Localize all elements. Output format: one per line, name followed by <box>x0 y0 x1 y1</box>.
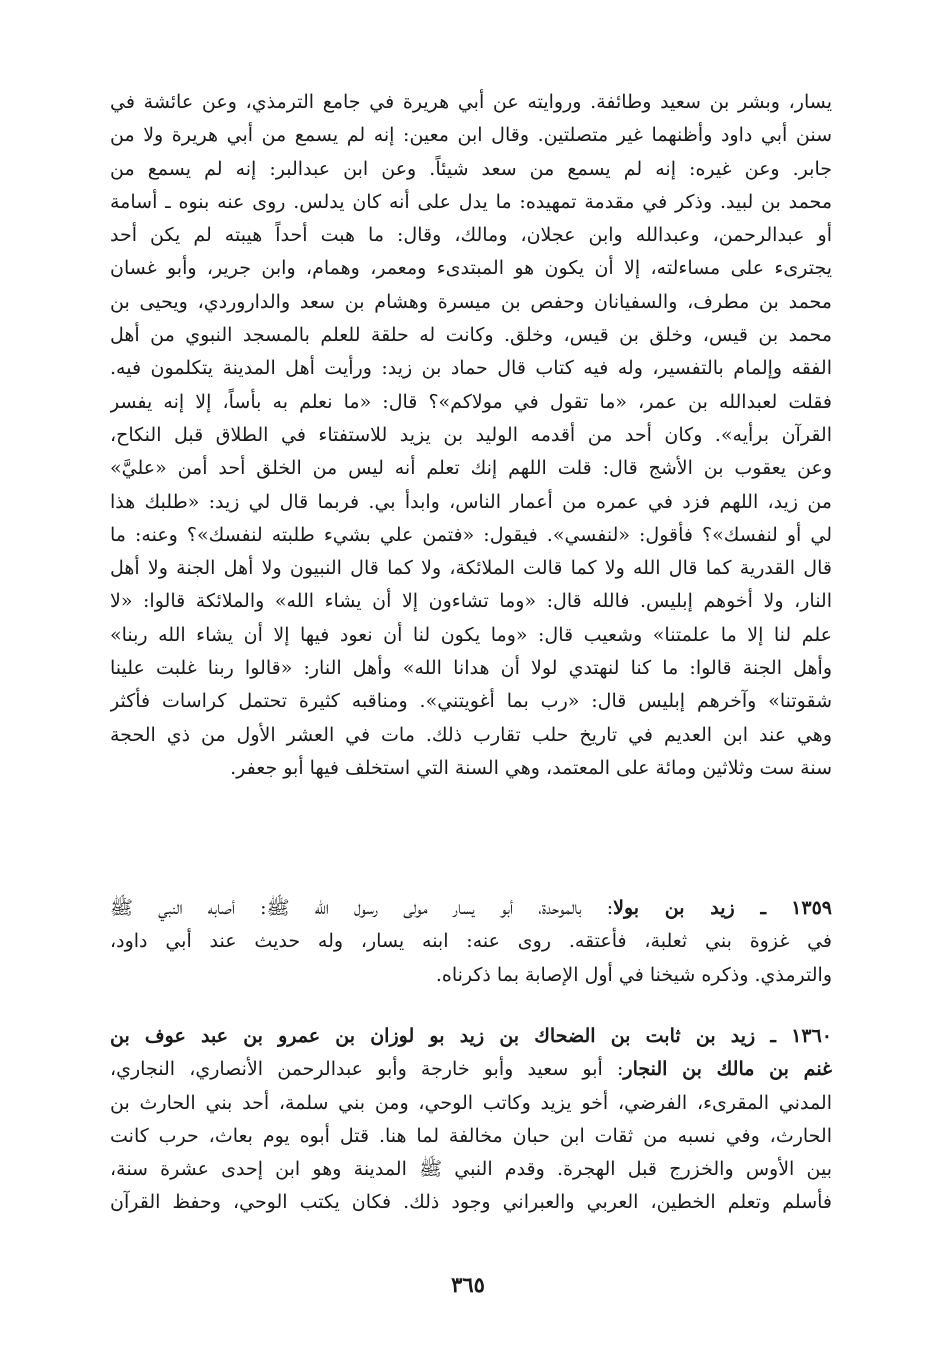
text-line: يسار، وبشر بن سعيد وطائفة. وروايته عن أبي هريرة في جامع الترمذي، وعن عائشة في <box>110 91 832 113</box>
text-line: وأهل الجنة قالوا: ما كنا لنهتدي لولا أن هدانا الله» وأهل النار: «قالوا ربنا غلبت علينا <box>110 657 832 680</box>
text-line: والترمذي. وذكره شيخنا في أول الإصابة بما ذكرناه. <box>435 963 832 986</box>
text-line: محمد بن مطرف، والسفيانان وحفص بن ميسرة وهشام بن سعد والداروردي، ويحيى بن <box>110 290 832 313</box>
entry-heading-continued: غنم بن مالك بن النجار <box>623 1058 832 1081</box>
text-line: المدني المقرىء، الفرضي، أخو يزيد وكاتب الوحي، ومن بني سلمة، أحد بني الحارث بن <box>110 1091 832 1114</box>
entry-heading-line <box>110 1053 832 1086</box>
entry-number: ١٣٦٠ <box>791 1025 832 1047</box>
text-line: لي أو لنفسك»؟ فأقول: «لنفسي». فيقول: «فتمن علي بشيء طلبته لنفسك»؟ وعنه: ما <box>110 523 832 546</box>
text-line: يجترىء على مساءلته، إلا أن يكون هو المبتدىء ومعمر، وهمام، وابن جرير، وأبو غسان <box>110 257 832 280</box>
page-number: ٣٦٥ <box>451 1272 485 1297</box>
text-line: القرآن برأيه». وكان أحد من أقدمه الوليد بن يزيد للاستفتاء في الطلاق قبل النكاح، <box>110 423 832 446</box>
text-line: بين الأوس والخزرج قبل الهجرة. وقدم النبي ﷺ المدينة وهو ابن إحدى عشرة سنة، <box>110 1158 832 1181</box>
text-line: جابر. وعن غيره: إنه لم يسمع من سعد شيئاً. وعن ابن عبدالبر: إنه لم يسمع من <box>110 157 832 180</box>
text-line: سنة ست وثلاثين ومائة على المعتمد، وهي السنة التي استخلف فيها أبو جعفر. <box>230 756 832 779</box>
text-line: في غزوة بني ثعلبة، فأعتقه. روى عنه: ابنه يسار، وله حديث عند أبي داود، <box>110 930 832 953</box>
text-line: محمد بن قيس، وخلق بن قيس، وخلق. وكانت له حلقة للعلم بالمسجد النبوي من أهل <box>110 324 832 347</box>
text-line: أو عبدالرحمن، وعبدالله وابن عجلان، ومالك، وقال: ما هبت أحداً هيبته لم يكن أحد <box>110 224 832 247</box>
text-line: من زيد، اللهم فزد في عمره من أعمار الناس، وابدأ بي. فربما قال لي زيد: «طلبك هذا <box>110 490 832 513</box>
text-line: وعن يعقوب بن الأشج قال: قلت اللهم إنك تعلم أنه ليس من الخلق أحد أمن «عليَّ» <box>110 457 832 480</box>
entry-heading: ـ زيد بن ثابت بن الضحاك بن زيد بو لوزان بن عمرو بن عبد عوف بن <box>110 1025 776 1047</box>
text-line: وهي عند ابن العديم في تاريخ حلب تقارب ذلك. مات في العشر الأول من ذي الحجة <box>110 723 832 746</box>
text-line: قال القدرية كما قال الله ولا كما قالت الملائكة، ولا كما قال النبيون ولا أهل الجنة ولا أهل <box>110 557 832 580</box>
text-line: فأسلم وتعلم الخطين، العربي والعبراني وجود ذلك. فكان يكتب الوحي، وحفظ القرآن <box>110 1191 832 1214</box>
text-line: علم لنا إلا ما علمتنا» وشعيب قال: «وما يكون لنا أن نعود فيها إلا أن يشاء الله ربنا» <box>110 623 832 646</box>
main-paragraph <box>110 86 832 785</box>
text-line: محمد بن لبيد. وذكر في مقدمة تمهيده: ما يدل على أنه كان يدلس. روى عنه بنوه ـ أسامة <box>110 190 832 213</box>
entry-heading-line <box>110 1020 832 1053</box>
text-line: النار، ولا أخوهم إبليس. فالله قال: «وما تشاءون إلا أن يشاء الله» والملائكة قالوا: «لا <box>110 590 832 613</box>
entry-heading: ـ زيد بن بولا <box>613 897 767 919</box>
text-line: الحارث، وفي نسبه من ثقات ابن حبان مخالفة لما هنا. قتل أبوه يوم بعاث، حرب كانت <box>110 1124 832 1147</box>
text-line: فقلت لعبدالله بن عمر، «ما تقول في مولاكم»؟ قال: «ما نعلم به بأساً، إلا إنه يفسر <box>110 390 832 413</box>
entry-number: ١٣٥٩ <box>791 897 832 919</box>
text-line: الفقه وإلمام بالتفسير، وله فيه كتاب قال حماد بن زيد: ورأيت أهل المدينة يتكلمون فيه. <box>110 357 832 380</box>
entry-1360 <box>110 1020 832 1220</box>
text-line: شقوتنا» وآخرهم إبليس قال: «رب بما أغويتني». ومناقبه كثيرة تحتمل كراسات فأكثر <box>110 690 832 713</box>
entry-text: : بالموحدة، أبو يسار مولى رسول الله ﷺ: أصابه النبي ﷺ <box>110 897 614 919</box>
entry-1359 <box>110 892 832 992</box>
entry-text: : أبو سعيد وأبو خارجة وأبو عبدالرحمن الأنصاري، النجاري، <box>110 1058 624 1081</box>
text-line: سنن أبي داود وأظنهما غير متصلتين. وقال ابن معين: إنه لم يسمع من أبي هريرة ولا من <box>110 124 832 147</box>
entry-heading-line <box>110 892 832 925</box>
